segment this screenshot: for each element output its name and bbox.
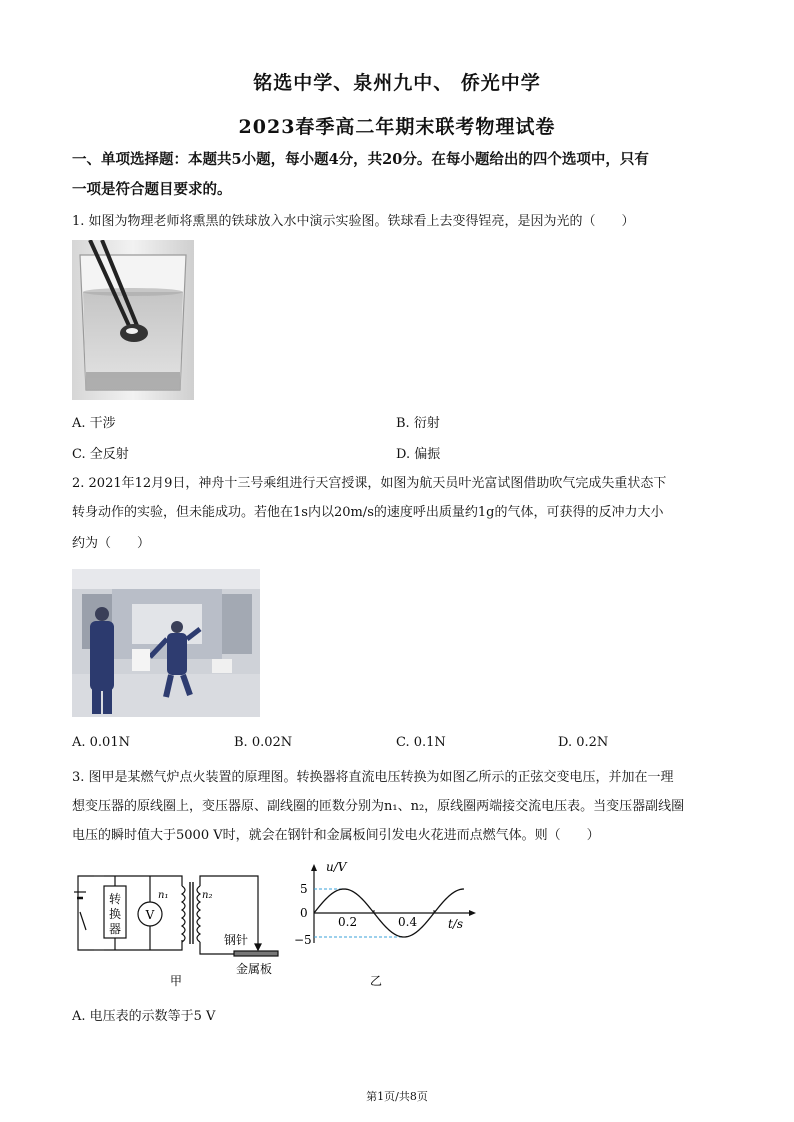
graph-ytick-neg: −5	[294, 933, 312, 947]
ignition-circuit-diagram	[72, 862, 292, 992]
converter-label-1: 转	[108, 892, 122, 906]
graph-ytick-zero: 0	[300, 906, 308, 920]
graph-caption: 乙	[369, 974, 383, 988]
q1-stem: 1. 如图为物理老师将熏黑的铁球放入水中演示实验图。铁球看上去变得锃亮，是因为光的（ ）	[72, 214, 635, 229]
plate-label: 金属板	[236, 962, 273, 976]
converter-label-2: 换	[108, 907, 122, 921]
voltmeter-label: V	[145, 908, 155, 922]
school-names: 铭选中学、泉州九中、 侨光中学	[253, 72, 541, 94]
q3-option-a: A. 电压表的示数等于5 V	[72, 1009, 216, 1024]
q1-option-c: C. 全反射	[72, 447, 129, 462]
q3-stem-line2: 想变压器的原线圈上，变压器原、副线圈的匝数分别为n₁、n₂，原线圈两端接交流电压表。当变压器副线圈	[72, 799, 685, 814]
q2-option-d: D. 0.2N	[558, 735, 609, 750]
section-heading-line1: 一、单项选择题：本题共5小题，每小题4分，共20分。在每小题给出的四个选项中，只有	[72, 151, 649, 168]
n2-label: n₂	[202, 890, 213, 901]
q1-option-a: A. 干涉	[72, 416, 116, 431]
graph-ylabel: u/V	[326, 860, 347, 874]
graph-xtick-0.4: 0.4	[398, 915, 418, 929]
graph-x-arrow	[469, 910, 476, 916]
exam-title: 2023春季高二年期末联考物理试卷	[238, 116, 556, 138]
graph-ytick-pos: 5	[300, 882, 308, 896]
q2-option-b: B. 0.02N	[234, 735, 293, 750]
q1-option-d: D. 偏振	[396, 447, 441, 462]
page-number: 第1页/共8页	[366, 1090, 428, 1103]
q3-stem-line3: 电压的瞬时值大于5000 V时，就会在钢针和金属板间引发电火花进而点燃气体。则（ ）	[72, 828, 600, 843]
q1-photo-glass	[72, 240, 194, 400]
q2-stem-line1: 2. 2021年12月9日，神舟十三号乘组进行天宫授课，如图为航天员叶光富试图借助吹气完成失重状态下	[72, 476, 667, 491]
circuit-caption: 甲	[169, 974, 183, 988]
converter-label-3: 器	[108, 922, 122, 936]
n1-label: n₁	[158, 890, 169, 901]
section-heading-line2: 一项是符合题目要求的。	[72, 181, 232, 198]
graph-xlabel: t/s	[448, 917, 464, 931]
graph-xtick-0.2: 0.2	[338, 915, 358, 929]
voltage-time-graph	[290, 856, 480, 992]
needle-label: 钢针	[224, 933, 249, 947]
q2-stem-line3: 约为（ ）	[72, 536, 151, 551]
q2-option-a: A. 0.01N	[72, 735, 130, 750]
graph-y-arrow	[311, 864, 317, 871]
q2-photo-space-station	[72, 569, 260, 717]
q2-stem-line2: 转身动作的实验，但未能成功。若他在1s内以20m/s的速度呼出质量约1g的气体，可获得的反冲力大小	[72, 505, 664, 520]
q3-stem-line1: 3. 图甲是某燃气炉点火装置的原理图。转换器将直流电压转换为如图乙所示的正弦交变电压，并加在一理	[72, 770, 674, 785]
q2-option-c: C. 0.1N	[396, 735, 446, 750]
q1-option-b: B. 衍射	[396, 416, 440, 431]
